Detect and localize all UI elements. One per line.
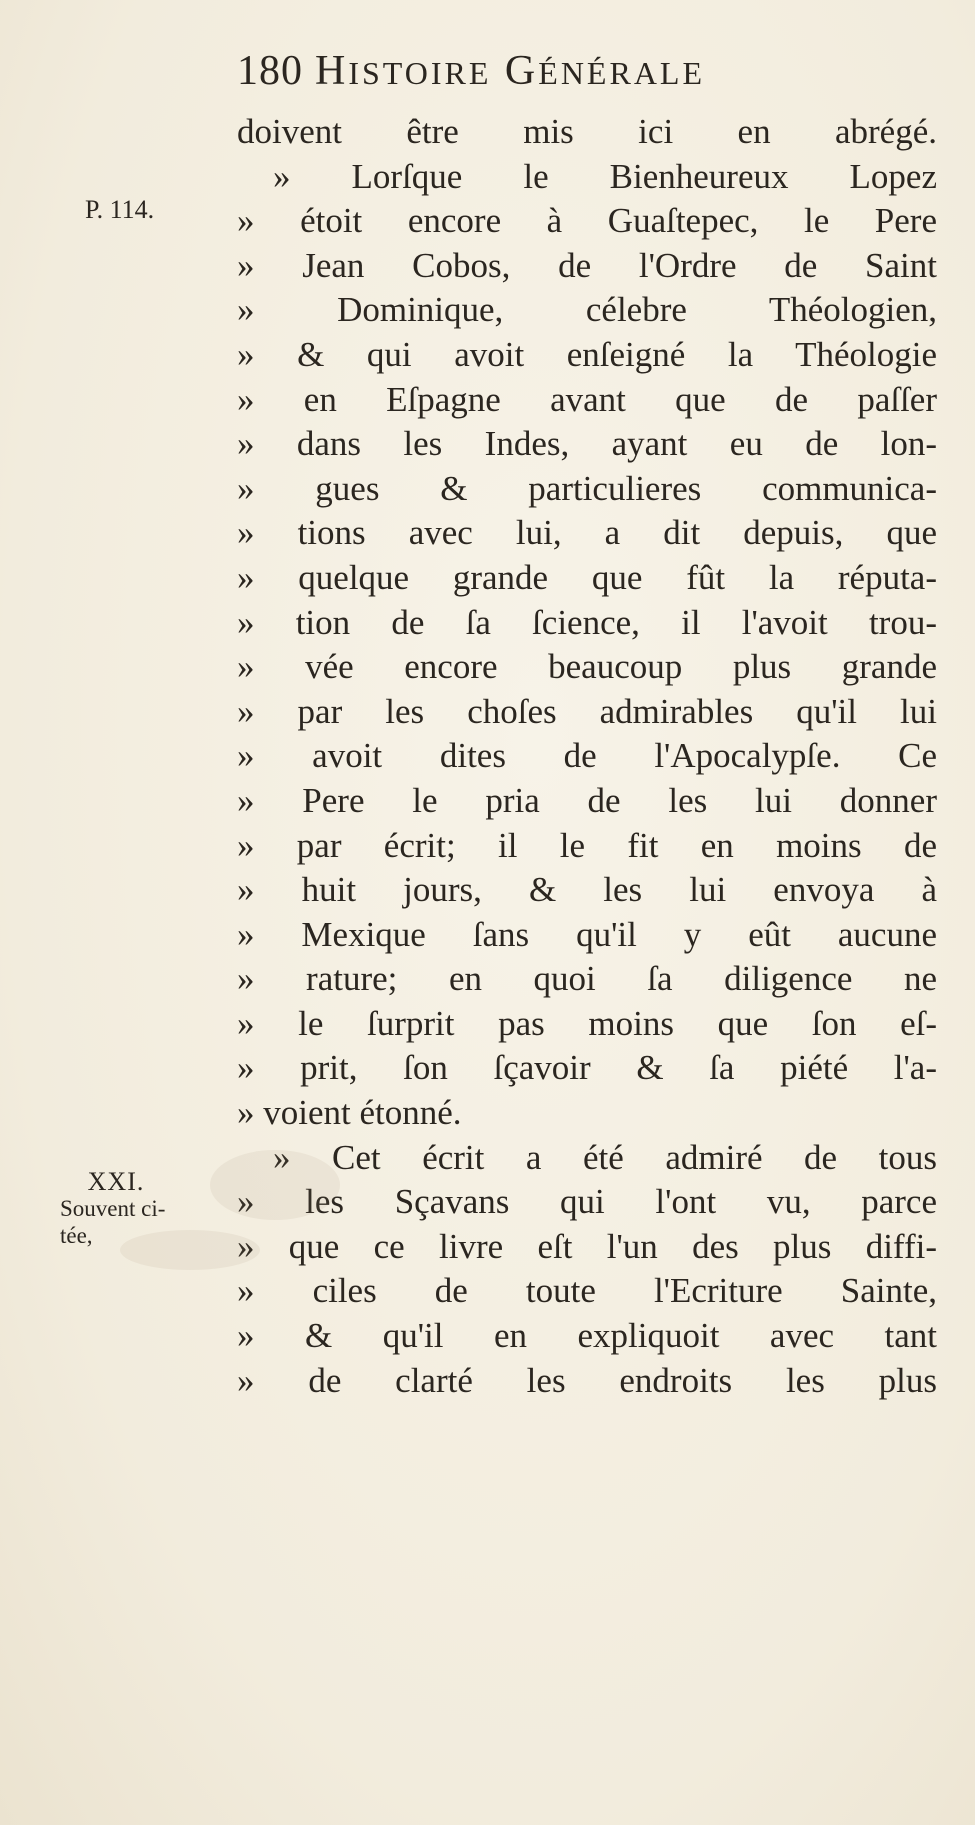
text-line: » & qui avoit enſeigné la Théologie: [237, 334, 937, 374]
text-line: » Jean Cobos, de l'Ordre de Saint: [237, 245, 937, 285]
text-line: » vée encore beaucoup plus grande: [237, 647, 937, 687]
text-line: » Pere le pria de les lui donner: [237, 780, 937, 820]
text-line: » Lorſque le Bienheureux Lopez: [273, 156, 937, 196]
text-line: » le ſurprit pas moins que ſon eſ-: [237, 1003, 937, 1043]
text-line: » de clarté les endroits les plus: [237, 1360, 937, 1400]
text-line: » avoit dites de l'Apocalypſe. Ce: [237, 736, 937, 776]
running-title-word-2-rest: ÉNÉRALE: [538, 55, 706, 91]
text-line: » ciles de toute l'Ecriture Sainte,: [237, 1271, 937, 1311]
text-line: » les Sçavans qui l'ont vu, parce: [237, 1182, 937, 1222]
text-line: » gues & particulieres communica-: [237, 468, 937, 508]
marginal-note-line: tée,: [60, 1223, 93, 1248]
running-title-word-1-initial: H: [315, 48, 349, 94]
text-line: » quelque grande que fût la réputa-: [237, 557, 937, 597]
text-line: » huit jours, & les lui envoya à: [237, 870, 937, 910]
text-line: doivent être mis ici en abrégé.: [237, 112, 937, 151]
text-line: » voient étonné.: [237, 1093, 462, 1133]
text-line: » dans les Indes, ayant eu de lon-: [237, 424, 937, 464]
text-line: » par écrit; il le fit en moins de: [237, 825, 937, 865]
text-line: » Cet écrit a été admiré de tous: [273, 1137, 937, 1177]
text-line: » en Eſpagne avant que de paſſer: [237, 379, 937, 419]
text-line: » étoit encore à Guaſtepec, le Pere: [237, 201, 937, 241]
paper-stain: [210, 1150, 340, 1220]
text-line: » & qu'il en expliquoit avec tant: [237, 1316, 937, 1356]
body-text: [237, 110, 937, 1403]
text-line: » Mexique ſans qu'il y eût aucune: [237, 914, 937, 954]
marginal-note-number: XXI.: [87, 1167, 145, 1196]
running-head: [237, 50, 705, 92]
text-line: » rature; en quoi ſa diligence ne: [237, 959, 937, 999]
marginal-page-reference: P. 114.: [85, 195, 155, 224]
text-line: » Dominique, célebre Théologien,: [237, 290, 937, 330]
text-line: » tion de ſa ſcience, il l'avoit trou-: [237, 602, 937, 642]
paper-stain: [120, 1230, 260, 1270]
page-number: 180: [237, 48, 303, 94]
marginal-note-line: Souvent ci-: [60, 1196, 166, 1221]
text-line: » par les choſes admirables qu'il lui: [237, 691, 937, 731]
running-title-word-1-rest: ISTOIRE: [348, 55, 492, 91]
text-line: » tions avec lui, a dit depuis, que: [237, 513, 937, 553]
running-title-word-2-initial: G: [504, 48, 539, 94]
text-line: » prit, ſon ſçavoir & ſa piété l'a-: [237, 1048, 937, 1088]
text-line: » que ce livre eſt l'un des plus diffi-: [237, 1226, 937, 1266]
